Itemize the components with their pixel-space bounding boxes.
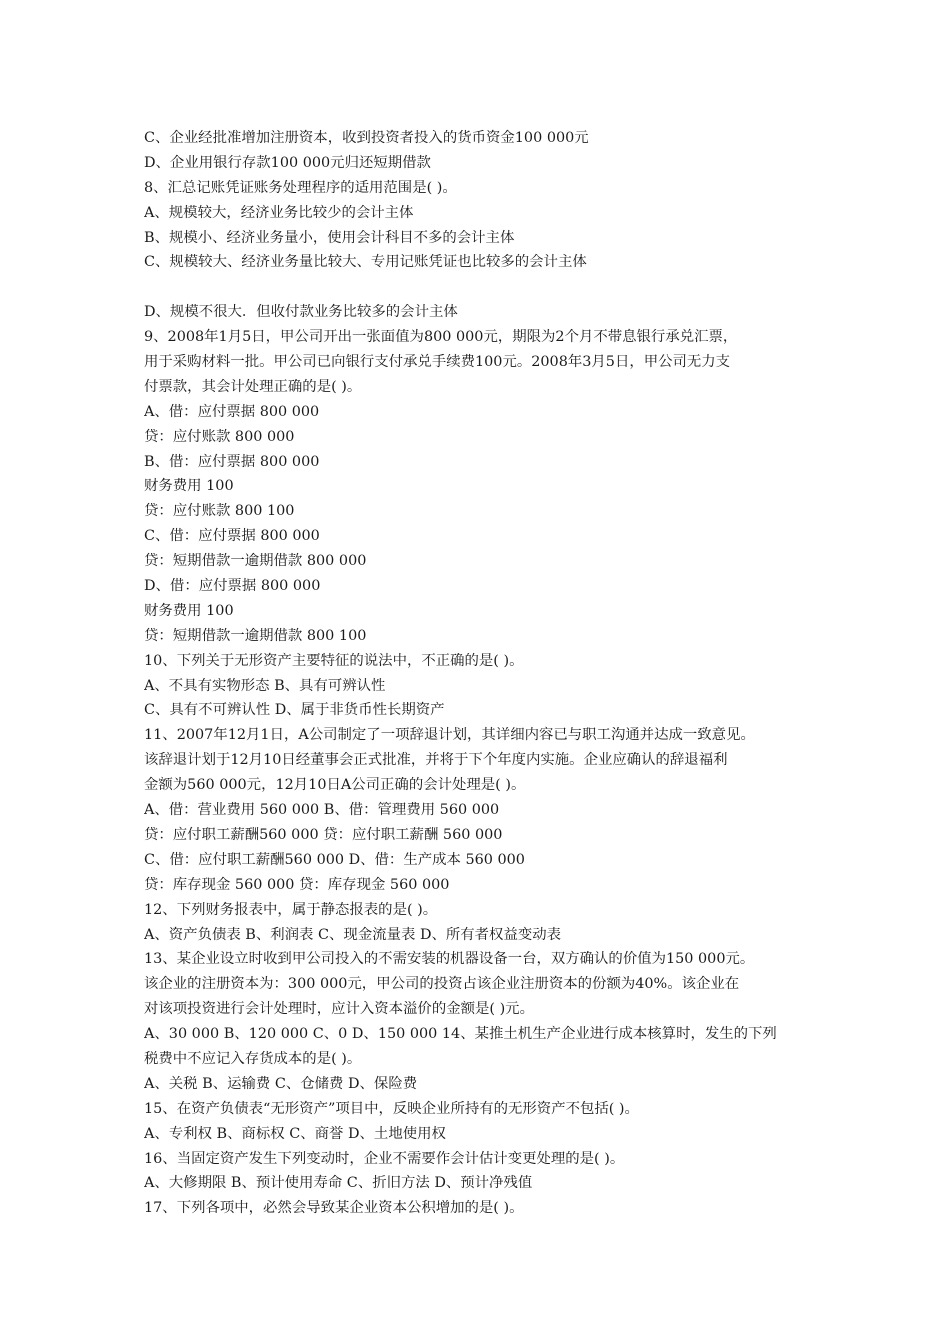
option-line: A、借：营业费用 560 000 B、借：管理费用 560 000 <box>144 802 500 819</box>
question-8: 8、汇总记账凭证账务处理程序的适用范围是( )。 <box>144 179 457 196</box>
question-15: 15、在资产负债表“无形资产”项目中，反映企业所持有的无形资产不包括( )。 <box>144 1100 639 1117</box>
text-line: 财务费用 100 <box>144 478 234 495</box>
option-line: D、借：应付票据 800 000 <box>144 578 321 595</box>
option-line: A、专利权 B、商标权 C、商誉 D、土地使用权 <box>144 1125 446 1142</box>
text-line: 贷：短期借款一逾期借款 800 100 <box>144 627 367 644</box>
option-line: B、规模小、经济业务量小，使用会计科目不多的会计主体 <box>144 229 515 246</box>
option-line: A、大修期限 B、预计使用寿命 C、折旧方法 D、预计净残值 <box>144 1175 533 1192</box>
option-line: C、具有不可辨认性 D、属于非货币性长期资产 <box>144 702 445 719</box>
text-line: 对该项投资进行会计处理时，应计入资本溢价的金额是( )元。 <box>144 1001 534 1018</box>
document-body <box>144 126 824 1221</box>
option-line: A、借：应付票据 800 000 <box>144 403 320 420</box>
text-line: 该企业的注册资本为：300 000元，甲公司的投资占该企业注册资本的份额为40%。该企业在 <box>144 976 740 993</box>
option-line: D、规模不很大．但收付款业务比较多的会计主体 <box>144 304 458 321</box>
question-9: 9、2008年1月5日，甲公司开出一张面值为800 000元，期限为2个月不带息银行承兑汇票， <box>144 329 738 346</box>
option-line: C、借：应付职工薪酬560 000 D、借：生产成本 560 000 <box>144 851 525 868</box>
question-11: 11、2007年12月1日，A公司制定了一项辞退计划，其详细内容已与职工沟通并达成一致意见。 <box>144 727 755 744</box>
question-10: 10、下列关于无形资产主要特征的说法中，不正确的是( )。 <box>144 652 524 669</box>
option-line: C、规模较大、经济业务量比较大、专用记账凭证也比较多的会计主体 <box>144 254 587 271</box>
text-line: 贷：应付职工薪酬560 000 贷：应付职工薪酬 560 000 <box>144 826 503 843</box>
text-line: 贷：库存现金 560 000 贷：库存现金 560 000 <box>144 876 450 893</box>
text-line: 金额为560 000元，12月10日A公司正确的会计处理是( )。 <box>144 777 526 794</box>
text-line: 税费中不应记入存货成本的是( )。 <box>144 1050 362 1067</box>
question-17: 17、下列各项中，必然会导致某企业资本公积增加的是( )。 <box>144 1200 524 1217</box>
option-line: A、资产负债表 B、利润表 C、现金流量表 D、所有者权益变动表 <box>144 926 562 943</box>
text-line: 贷：应付账款 800 100 <box>144 503 295 520</box>
option-line: A、规模较大，经济业务比较少的会计主体 <box>144 204 414 221</box>
option-line: A、关税 B、运输费 C、仓储费 D、保险费 <box>144 1075 418 1092</box>
blank-line <box>144 275 824 300</box>
option-line: A、不具有实物形态 B、具有可辨认性 <box>144 677 386 694</box>
text-line: 贷：短期借款一逾期借款 800 000 <box>144 553 367 570</box>
text-line: 财务费用 100 <box>144 602 234 619</box>
text-line: 付票款，其会计处理正确的是( )。 <box>144 378 362 395</box>
question-12: 12、下列财务报表中，属于静态报表的是( )。 <box>144 901 438 918</box>
option-line: C、借：应付票据 800 000 <box>144 528 320 545</box>
text-line: 该辞退计划于12月10日经董事会正式批准，并将于下个年度内实施。企业应确认的辞退福利 <box>144 752 728 769</box>
text-line: C、企业经批准增加注册资本，收到投资者投入的货币资金100 000元 <box>144 130 589 146</box>
option-line: B、借：应付票据 800 000 <box>144 453 320 470</box>
text-line: D、企业用银行存款100 000元归还短期借款 <box>144 154 431 171</box>
question-13: 13、某企业设立时收到甲公司投入的不需安装的机器设备一台，双方确认的价值为150 000元。 <box>144 951 755 968</box>
text-line: 用于采购材料一批。甲公司已向银行支付承兑手续费100元。2008年3月5日，甲公司无力支 <box>144 354 731 371</box>
text-line: 贷：应付账款 800 000 <box>144 428 295 445</box>
question-16: 16、当固定资产发生下列变动时，企业不需要作会计估计变更处理的是( )。 <box>144 1150 625 1167</box>
option-line: A、30 000 B、120 000 C、0 D、150 000 14、某推土机生产企业进行成本核算时，发生的下列 <box>144 1026 777 1043</box>
